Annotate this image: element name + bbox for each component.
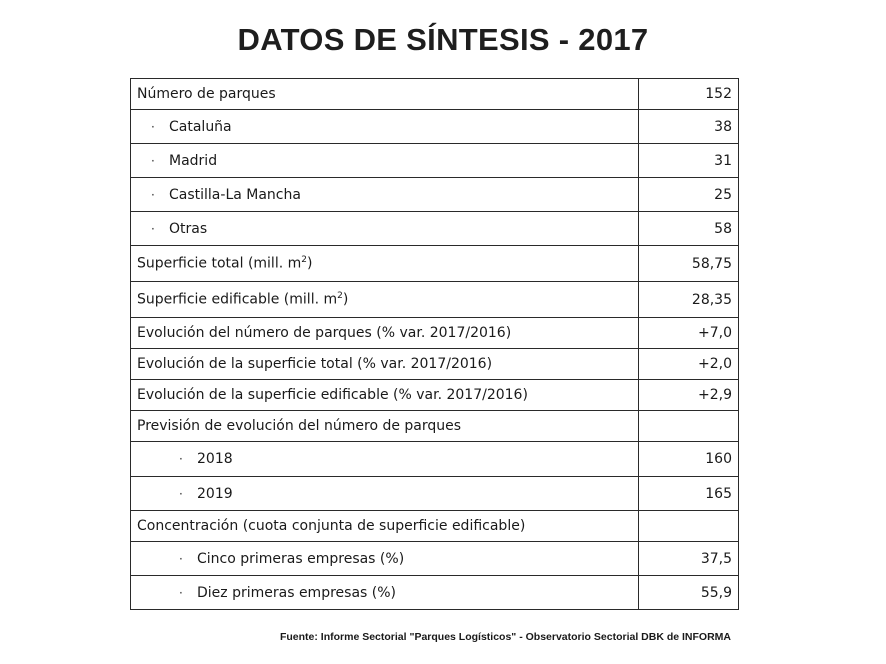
table-row	[131, 318, 739, 349]
row-label: 2019	[197, 485, 233, 502]
source-note: Fuente: Informe Sectorial "Parques Logísticos" - Observatorio Sectorial DBK de INFORMA	[279, 631, 731, 643]
row-value: +7,0	[639, 318, 739, 349]
row-label-cell	[131, 576, 639, 610]
table-row	[131, 477, 739, 511]
table-row	[131, 282, 739, 318]
table-row	[131, 349, 739, 380]
table-row	[131, 442, 739, 477]
table-row	[131, 511, 739, 542]
superscript: 2	[301, 255, 307, 266]
row-label-cell	[131, 178, 639, 212]
bullet-icon: ·	[151, 187, 155, 202]
row-value: 28,35	[639, 282, 739, 318]
bullet-icon: ·	[179, 486, 183, 501]
row-value	[639, 511, 739, 542]
row-value: 38	[639, 110, 739, 144]
bullet-icon: ·	[179, 585, 183, 600]
row-label: Número de parques	[131, 79, 639, 110]
row-value: +2,0	[639, 349, 739, 380]
row-label: Castilla-La Mancha	[169, 186, 301, 203]
table-row	[131, 110, 739, 144]
table-row	[131, 212, 739, 246]
bullet-icon: ·	[179, 551, 183, 566]
row-value: 55,9	[639, 576, 739, 610]
row-label: Superficie total (mill. m	[137, 255, 302, 272]
row-value	[639, 411, 739, 442]
row-label-cell	[131, 212, 639, 246]
table-row	[131, 542, 739, 576]
table-row	[131, 411, 739, 442]
row-label: Concentración (cuota conjunta de superficie edificable)	[131, 511, 639, 542]
row-value: 25	[639, 178, 739, 212]
row-label: 2018	[197, 451, 233, 467]
row-label-cell	[131, 282, 639, 318]
table-row	[131, 246, 739, 282]
row-label-tail: )	[307, 255, 313, 272]
row-label: Evolución de la superficie total (% var. 2017/2016)	[131, 349, 639, 380]
table-row	[131, 178, 739, 212]
row-label: Cataluña	[169, 118, 232, 135]
bullet-icon: ·	[151, 119, 155, 134]
row-value: 58	[639, 212, 739, 246]
row-label-cell	[131, 542, 639, 576]
row-label: Evolución del número de parques (% var. 2017/2016)	[131, 318, 639, 349]
row-value: 37,5	[639, 542, 739, 576]
row-label-cell	[131, 144, 639, 178]
row-label: Previsión de evolución del número de parques	[131, 411, 639, 442]
row-value: +2,9	[639, 380, 739, 411]
table-row	[131, 144, 739, 178]
table-row	[131, 79, 739, 110]
table-row	[131, 380, 739, 411]
row-value: 58,75	[639, 246, 739, 282]
row-label: Evolución de la superficie edificable (% var. 2017/2016)	[131, 380, 639, 411]
row-label-cell	[131, 442, 639, 477]
row-value: 152	[639, 79, 739, 110]
row-label: Superficie edificable (mill. m	[137, 291, 338, 308]
row-label-tail: )	[342, 291, 349, 308]
row-label: Cinco primeras empresas (%)	[197, 550, 405, 567]
row-label: Otras	[169, 220, 208, 237]
row-label-cell	[131, 246, 639, 282]
bullet-icon: ·	[151, 221, 155, 236]
row-label: Diez primeras empresas (%)	[197, 584, 396, 601]
row-value: 31	[639, 144, 739, 178]
row-label-cell	[131, 477, 639, 511]
bullet-icon: ·	[179, 452, 183, 466]
row-value: 160	[639, 442, 739, 477]
summary-table	[130, 78, 739, 610]
row-label: Madrid	[169, 152, 218, 169]
superscript: 2	[337, 291, 343, 302]
page-title: DATOS DE SÍNTESIS - 2017	[237, 22, 649, 57]
table-row	[131, 576, 739, 610]
row-value: 165	[639, 477, 739, 511]
row-label-cell	[131, 110, 639, 144]
bullet-icon: ·	[151, 153, 155, 168]
